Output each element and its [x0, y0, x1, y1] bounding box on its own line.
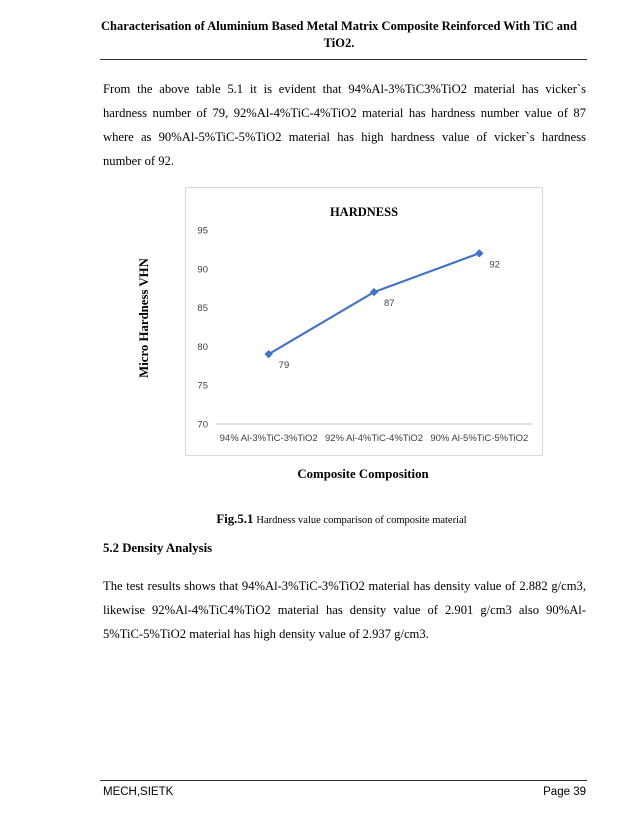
- y-tick-label: 90: [197, 264, 208, 276]
- y-axis-label: [127, 250, 161, 386]
- data-value-label: 87: [384, 298, 395, 310]
- y-tick-label: 95: [197, 225, 208, 237]
- hardness-paragraph: From the above table 5.1 it is evident that 94%Al-3%TiC3%TiO2 material has vicker`s hardness number of 79, 92%Al-4%TiC-4%TiO2 material has hardness number value of 87 where as 90%Al-5%TiC-5%TiO2 material has high hardness value of vicker`s hardness number of 92.: [103, 82, 586, 168]
- y-axis-label-text: Micro Hardness VHN: [137, 258, 151, 378]
- y-tick-label: 75: [197, 380, 208, 392]
- hardness-chart-svg: [186, 188, 542, 455]
- page-number: Page 39: [543, 786, 586, 798]
- x-tick-label: 90% Al-5%TiC-5%TiO2: [430, 433, 529, 444]
- x-tick-label: 94% Al-3%TiC-3%TiO2: [219, 433, 318, 444]
- hardness-chart: [185, 187, 543, 456]
- figure-number: Fig.5.1: [216, 512, 254, 526]
- x-tick-label: 92% Al-4%TiC-4%TiO2: [324, 433, 424, 444]
- running-header: [60, 18, 618, 52]
- y-tick-label: 85: [197, 303, 208, 315]
- data-value-label: 92: [489, 259, 500, 271]
- footer-department: MECH,SIETK: [103, 786, 174, 798]
- section-heading: 5.2 Density Analysis: [103, 541, 213, 555]
- header-line-2: TiO2.: [323, 36, 355, 50]
- figure-caption-text: Hardness value comparison of composite material: [256, 515, 467, 526]
- x-axis-label: Composite Composition: [297, 467, 429, 481]
- data-point-marker: [475, 249, 483, 257]
- header-divider: [100, 59, 587, 60]
- y-tick-label: 80: [197, 341, 208, 353]
- header-line-1: Characterisation of Aluminium Based Metal Matrix Composite Reinforced With TiC and: [101, 19, 577, 33]
- density-paragraph: The test results shows that 94%Al-3%TiC-3%TiO2 material has density value of 2.882 g/cm3, likewise 92%Al-4%TiC4%TiO2 material has density value of 2.901 g/cm3 also 90%Al-5%TiC-5%TiO2 material has high density value of 2.937 g/cm3.: [103, 579, 586, 641]
- hardness-series-line: [269, 253, 480, 354]
- hardness-series-points: [264, 249, 499, 371]
- x-axis-ticks: [220, 433, 529, 444]
- y-axis-ticks: [197, 226, 208, 431]
- footer-divider: [100, 780, 587, 781]
- y-tick-label: 70: [197, 419, 208, 431]
- data-value-label: 79: [278, 360, 290, 372]
- figure-caption: [100, 512, 583, 527]
- chart-title: HARDNESS: [329, 205, 399, 219]
